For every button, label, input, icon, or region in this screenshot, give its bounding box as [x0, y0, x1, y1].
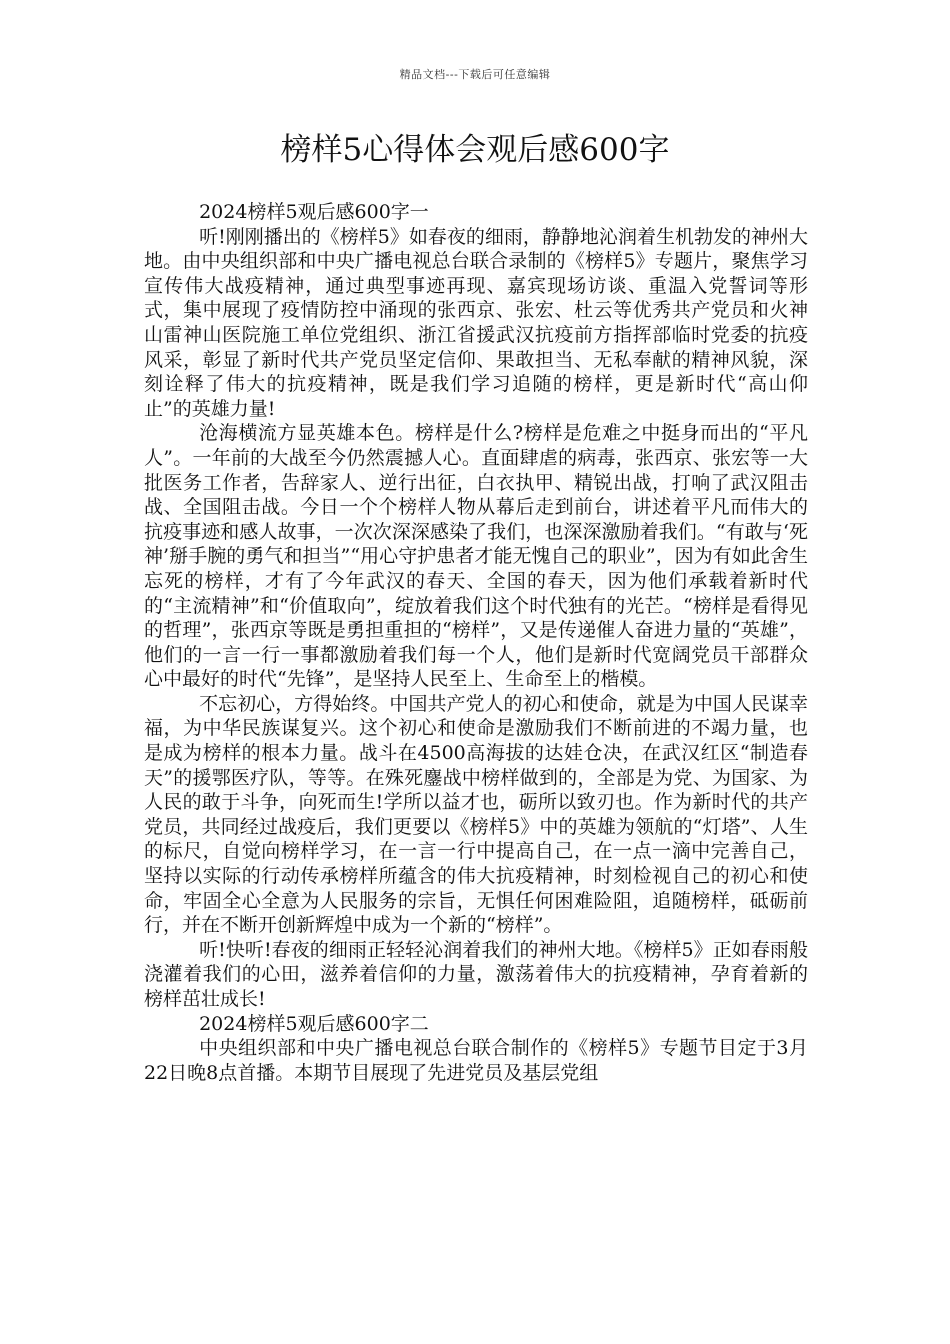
section-subheading: 2024榜样5观后感600字一	[199, 201, 429, 223]
header-note: 精品文档---下载后可任意编辑	[399, 68, 551, 81]
body-paragraph: 听!刚刚播出的《榜样5》如春夜的细雨，静静地沁润着生机勃发的神州大地。由中央组织部和中央广播电视总台联合录制的《榜样5》专题片，聚焦学习宣传伟大战疫精神，通过典型事迹再现、嘉宾现场访谈、重温入党誓词等形式，集中展现了疫情防控中涌现的张西京、张宏、杜云等优秀共产党员和火神山雷神山医院施工单位党组织、浙江省援武汉抗疫前方指挥部临时党委的抗疫风采，彰显了新时代共产党员坚定信仰、果敢担当、无私奉献的精神风貌，深刻诠释了伟大的抗疫精神，既是我们学习追随的榜样，更是新时代“高山仰止”的英雄力量!	[144, 225, 808, 420]
section-subheading: 2024榜样5观后感600字二	[199, 1012, 429, 1035]
body-paragraph: 听!快听!春夜的细雨正轻轻沁润着我们的神州大地。《榜样5》正如春雨般浇灌着我们的心田，滋养着信仰的力量，激荡着伟大的抗疫精神，孕育着新的榜样茁壮成长!	[144, 938, 808, 1010]
body-paragraph: 中央组织部和中央广播电视总台联合制作的《榜样5》专题节目定于3月22日晚8点首播。本期节目展现了先进党员及基层党组	[144, 1037, 808, 1084]
document-title: 榜样5心得体会观后感600字	[280, 132, 670, 168]
body-paragraph: 沧海横流方显英雄本色。榜样是什么?榜样是危难之中挺身而出的“平凡人”。一年前的大战至今仍然震撼人心。直面肆虐的病毒，张西京、张宏等一大批医务工作者，告辞家人、逆行出征，白衣执甲、精锐出战，打响了武汉阻击战、全国阻击战。今日一个个榜样人物从幕后走到前台，讲述着平凡而伟大的抗疫事迹和感人故事，一次次深深感染了我们，也深深激励着我们。“有敢与‘死神’掰手腕的勇气和担当”“用心守护患者才能无愧自己的职业”，因为有如此舍生忘死的榜样，才有了今年武汉的春天、全国的春天，因为他们承载着新时代的“主流精神”和“价值取向”，绽放着我们这个时代独有的光芒。“榜样是看得见的哲理”，张西京等既是勇担重担的“榜样”，又是传递催人奋进力量的“英雄”，他们的一言一行一事都激励着我们每一个人，他们是新时代宽阔党员干部群众心中最好的时代“先锋”，是坚持人民至上、生命至上的楷模。	[144, 422, 808, 691]
document-body	[144, 200, 808, 1085]
body-paragraph: 不忘初心，方得始终。中国共产党人的初心和使命，就是为中国人民谋幸福，为中华民族谋复兴。这个初心和使命是激励我们不断前进的不竭力量，也是成为榜样的根本力量。战斗在4500高海拔的达娃仓决，在武汉红区“制造春天”的援鄂医疗队，等等。在殊死鏖战中榜样做到的，全部是为党、为国家、为人民的敢于斗争，向死而生!学所以益才也，砺所以致刃也。作为新时代的共产党员，共同经过战疫后，我们更要以《榜样5》中的英雄为领航的“灯塔”、人生的标尺，自觉向榜样学习，在一言一行中提高自己，在一点一滴中完善自己，坚持以实际的行动传承榜样所蕴含的伟大抗疫精神，时刻检视自己的初心和使命，牢固全心全意为人民服务的宗旨，无惧任何困难险阻，追随榜样，砥砺前行，并在不断开创新辉煌中成为一个新的“榜样”。	[144, 692, 808, 937]
